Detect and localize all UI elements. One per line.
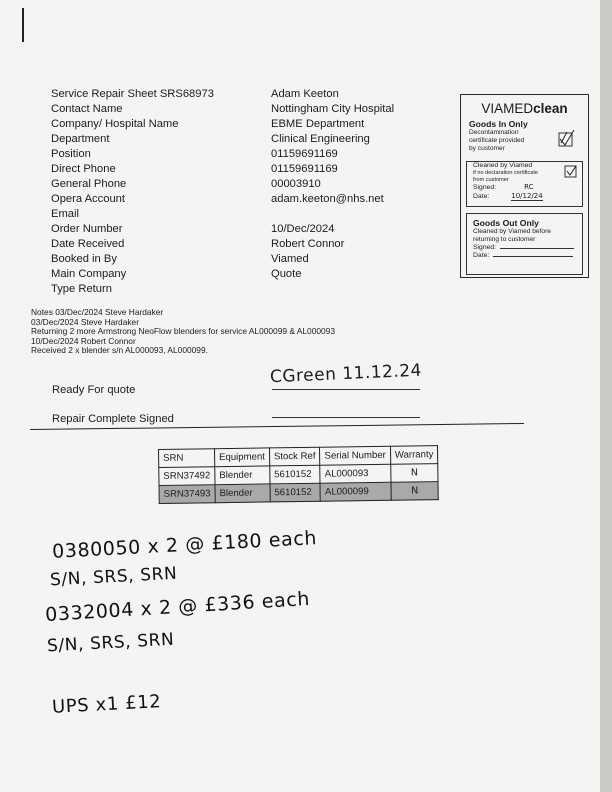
goods-in-text: Decontamination: [469, 129, 519, 136]
field-label: Contact Name: [51, 103, 123, 115]
table-cell: Blender: [215, 484, 270, 503]
position-value: Clinical Engineering: [271, 133, 370, 145]
background-surface: [600, 0, 612, 792]
table-cell: 5610152: [270, 465, 321, 484]
equipment-table: [158, 445, 439, 504]
column-header: SRN: [159, 449, 215, 468]
goods-out-text: returning to customer: [473, 236, 536, 243]
department-value: EBME Department: [271, 118, 365, 130]
signature-line: [500, 248, 574, 249]
date-handwritten: 10/12/24: [511, 192, 543, 201]
note-line: Notes 03/Dec/2024 Steve Hardaker: [31, 307, 164, 317]
brand-part: VIAMED: [481, 101, 534, 116]
column-header: Equipment: [214, 448, 269, 467]
field-label: Company/ Hospital Name: [51, 118, 179, 130]
table-cell: Blender: [215, 466, 270, 485]
handwritten-line: 0332004 x 2 @ £336 each: [44, 587, 311, 627]
cleaned-line: if no declaration certificate: [473, 170, 538, 176]
handwritten-line: 0380050 x 2 @ £180 each: [51, 527, 318, 563]
table-cell: 5610152: [270, 483, 321, 502]
main-company-value: Viamed: [271, 253, 309, 265]
opera-account-value: 00003910: [271, 178, 321, 190]
field-label: Direct Phone: [51, 163, 116, 175]
field-values: [271, 87, 451, 282]
field-label: Date Received: [51, 238, 125, 250]
field-label: Position: [51, 148, 91, 160]
hospital-value: Nottingham City Hospital: [271, 103, 395, 115]
handwritten-line: S/N, SRS, SRN: [49, 563, 178, 591]
contact-name-value: Adam Keeton: [271, 88, 339, 100]
warranty-handwritten-cell: N: [391, 482, 439, 501]
checkbox-ticked-icon: [557, 129, 577, 151]
date-received-value: 10/Dec/2024: [271, 223, 335, 235]
out-signed-label: Signed:: [473, 244, 497, 251]
field-labels: [51, 87, 266, 297]
table-cell: AL000099: [320, 482, 391, 501]
cleaned-line: from customer: [473, 176, 509, 183]
field-label: Order Number: [51, 223, 123, 235]
handwritten-line: UPS x1 £12: [51, 691, 162, 718]
signed-row: [473, 183, 582, 192]
notes-block: [31, 308, 335, 356]
date-line: [493, 256, 573, 257]
goods-in-title: Goods In Only: [469, 119, 528, 129]
table-cell: SRN37493: [159, 485, 215, 504]
field-label: Booked in By: [51, 253, 117, 265]
sheet-title: Service Repair Sheet SRS68973: [51, 88, 214, 100]
repair-complete-label: Repair Complete Signed: [52, 413, 174, 425]
cleaned-line: Cleaned by Viamed: [473, 162, 533, 169]
column-header: Serial Number: [320, 446, 391, 465]
ready-signature: CGreen 11.12.24: [269, 360, 423, 388]
goods-in-text: certificate provided: [469, 137, 525, 144]
signed-label: Signed:: [473, 184, 497, 192]
table-cell: SRN37492: [159, 467, 215, 486]
direct-phone-value: 01159691169: [271, 148, 338, 160]
pen-mark: [22, 8, 24, 42]
note-line: Returning 2 more Armstrong NeoFlow blenders for service AL000099 & AL000093: [31, 326, 336, 337]
signature-line: [272, 417, 420, 418]
field-label: Main Company: [51, 268, 127, 280]
field-label: Department: [51, 133, 110, 145]
handwritten-line: S/N, SRS, SRN: [46, 629, 175, 657]
cleaned-by-section: [466, 161, 583, 207]
field-label: Opera Account: [51, 193, 126, 205]
column-header: Warranty: [390, 446, 438, 465]
signed-initials: RC: [524, 183, 534, 192]
goods-in-text: by customer: [469, 145, 505, 152]
viamed-clean-stamp: [460, 94, 589, 278]
table-row: [159, 482, 439, 504]
field-label: Email: [51, 208, 79, 220]
goods-out-text: Cleaned by Viamed before: [473, 228, 551, 235]
field-label: General Phone: [51, 178, 127, 190]
ready-for-quote-label: Ready For quote: [52, 384, 136, 396]
field-label: Type Return: [51, 283, 112, 295]
checkbox-ticked-icon: [564, 165, 578, 179]
note-line: 03/Dec/2024 Steve Hardaker: [31, 316, 140, 327]
type-return-value: Quote: [271, 268, 302, 280]
out-date-row: [473, 252, 582, 260]
out-signed-row: [473, 244, 582, 252]
goods-out-title: Goods Out Only: [473, 218, 539, 228]
column-header: Stock Ref: [269, 447, 320, 466]
goods-out-section: [466, 213, 583, 275]
stamp-brand: [461, 101, 588, 116]
date-label: Date:: [473, 193, 490, 201]
brand-part-bold: clean: [533, 101, 568, 116]
booked-in-by-value: Robert Connor: [271, 238, 345, 250]
general-phone-value: 01159691169: [271, 163, 338, 175]
email-value: adam.keeton@nhs.net: [271, 193, 384, 205]
out-date-label: Date:: [473, 252, 490, 259]
warranty-handwritten-cell: N: [390, 464, 438, 483]
note-line: 10/Dec/2024 Robert Connor: [31, 335, 136, 346]
table-cell: AL000093: [320, 464, 391, 483]
note-line: Received 2 x blender s/n AL000093, AL000099.: [31, 345, 208, 356]
date-row: [473, 192, 582, 201]
signature-line: [272, 389, 420, 390]
